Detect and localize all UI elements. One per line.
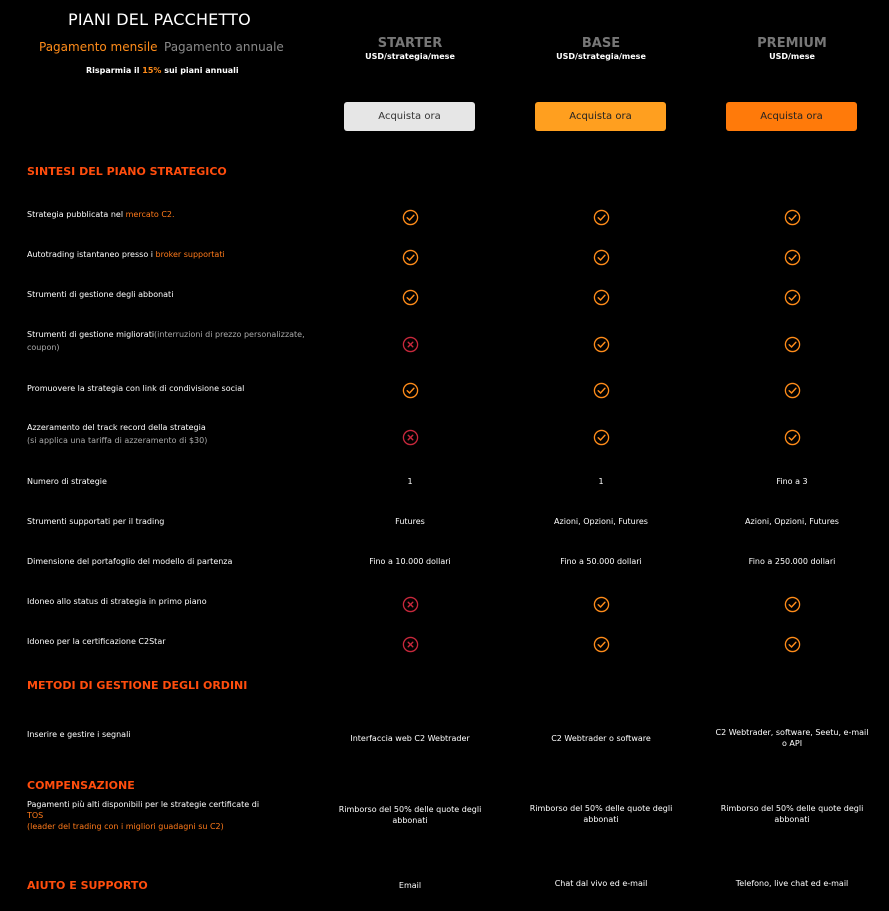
row-label-note: (interruzioni di prezzo personalizzate, coupon) xyxy=(27,330,305,352)
check-icon xyxy=(784,636,801,653)
check-icon xyxy=(402,209,419,226)
market-link[interactable]: mercato C2. xyxy=(125,210,175,219)
plan-unit-starter: USD/strategia/mese xyxy=(365,52,455,61)
section-title-orders: METODI DI GESTIONE DEGLI ORDINI xyxy=(27,679,248,692)
tab-annual[interactable]: Pagamento annuale xyxy=(164,40,284,54)
row-label-text: Autotrading istantaneo presso i xyxy=(27,250,156,259)
brokers-link[interactable]: broker supportati xyxy=(155,250,225,259)
savings-note-percent: 15% xyxy=(142,66,162,75)
row-label-advanced-tools xyxy=(27,328,317,354)
section-title-compensation: COMPENSAZIONE xyxy=(27,779,135,792)
check-icon xyxy=(593,289,610,306)
cell-portfolio-premium: Fino a 250.000 dollari xyxy=(748,557,836,566)
tos-link[interactable]: TOS xyxy=(27,811,44,820)
row-label-social-links: Promuovere la strategia con link di condivisione social xyxy=(27,384,245,393)
row-label-note: (si applica una tariffa di azzeramento di $30) xyxy=(27,436,208,445)
row-label-c2star: Idoneo per la certificazione C2Star xyxy=(27,637,166,646)
cell-support-starter: Email xyxy=(398,881,422,890)
row-label-autotrading xyxy=(27,248,327,261)
cell-instruments-premium: Azioni, Opzioni, Futures xyxy=(745,517,839,526)
row-label-text: Strategia pubblicata nel xyxy=(27,210,126,219)
savings-note-post: sui piani annuali xyxy=(161,66,239,75)
tab-monthly[interactable]: Pagamento mensile xyxy=(39,40,158,54)
row-label-portfolio-size: Dimensione del portafoglio del modello di partenza xyxy=(27,557,233,566)
row-label-strategy-count: Numero di strategie xyxy=(27,477,107,486)
buy-button-starter[interactable]: Acquista ora xyxy=(344,102,475,131)
plan-name-premium: PREMIUM xyxy=(757,36,827,51)
check-icon xyxy=(593,636,610,653)
row-label-published-market xyxy=(27,208,327,221)
cell-support-base: Chat dal vivo ed e-mail xyxy=(554,879,648,888)
check-icon xyxy=(784,209,801,226)
cell-signals-base: C2 Webtrader o software xyxy=(551,734,651,743)
cross-icon xyxy=(402,596,419,613)
plan-unit-base: USD/strategia/mese xyxy=(556,52,646,61)
row-label-subscriber-tools: Strumenti di gestione degli abbonati xyxy=(27,290,174,299)
buy-button-base[interactable]: Acquista ora xyxy=(535,102,666,131)
section-title-support: AIUTO E SUPPORTO xyxy=(27,879,148,892)
plan-name-starter: STARTER xyxy=(377,36,443,51)
cell-instruments-base: Azioni, Opzioni, Futures xyxy=(554,517,648,526)
page-title: PIANI DEL PACCHETTO xyxy=(68,10,251,29)
cell-support-premium: Telefono, live chat ed e-mail xyxy=(735,879,849,888)
plan-name-base: BASE xyxy=(581,36,621,51)
check-icon xyxy=(402,249,419,266)
cell-payouts-base: Rimborso del 50% delle quote degli abbonati xyxy=(529,804,673,824)
check-icon xyxy=(593,429,610,446)
check-icon xyxy=(784,336,801,353)
savings-note-pre: Risparmia il xyxy=(86,66,143,75)
check-icon xyxy=(593,596,610,613)
row-label-text: Pagamenti più alti disponibili per le strategie certificate di xyxy=(27,800,260,809)
row-label-featured-status: Idoneo allo status di strategia in primo piano xyxy=(27,597,207,606)
check-icon xyxy=(784,289,801,306)
check-icon xyxy=(593,382,610,399)
cell-payouts-starter: Rimborso del 50% delle quote degli abbonati xyxy=(338,805,482,825)
row-label-signals: Inserire e gestire i segnali xyxy=(27,730,131,739)
row-label-text: Azzeramento del track record della strategia xyxy=(27,423,206,432)
plan-unit-premium: USD/mese xyxy=(769,52,815,61)
annual-savings-note xyxy=(86,66,239,75)
check-icon xyxy=(593,209,610,226)
row-label-track-reset xyxy=(27,421,327,447)
cell-signals-starter: Interfaccia web C2 Webtrader xyxy=(350,734,470,743)
cross-icon xyxy=(402,336,419,353)
check-icon xyxy=(593,336,610,353)
section-title-summary: SINTESI DEL PIANO STRATEGICO xyxy=(27,165,227,178)
cell-strategy-count-base: 1 xyxy=(598,477,604,486)
row-label-instruments: Strumenti supportati per il trading xyxy=(27,517,165,526)
check-icon xyxy=(402,289,419,306)
check-icon xyxy=(784,382,801,399)
cross-icon xyxy=(402,636,419,653)
row-label-payouts xyxy=(27,799,317,832)
cell-signals-premium: C2 Webtrader, software, Seetu, e-mail o API xyxy=(715,728,869,748)
cell-portfolio-starter: Fino a 10.000 dollari xyxy=(369,557,451,566)
cell-strategy-count-premium: Fino a 3 xyxy=(776,477,808,486)
check-icon xyxy=(784,429,801,446)
cell-portfolio-base: Fino a 50.000 dollari xyxy=(560,557,642,566)
row-label-text: Strumenti di gestione migliorati xyxy=(27,330,155,339)
cell-instruments-starter: Futures xyxy=(395,517,425,526)
buy-button-premium[interactable]: Acquista ora xyxy=(726,102,857,131)
check-icon xyxy=(402,382,419,399)
check-icon xyxy=(784,596,801,613)
check-icon xyxy=(593,249,610,266)
cell-strategy-count-starter: 1 xyxy=(407,477,413,486)
cell-payouts-premium: Rimborso del 50% delle quote degli abbonati xyxy=(720,804,864,824)
tos-description: (leader del trading con i migliori guadagni su C2) xyxy=(27,822,224,831)
check-icon xyxy=(784,249,801,266)
cross-icon xyxy=(402,429,419,446)
